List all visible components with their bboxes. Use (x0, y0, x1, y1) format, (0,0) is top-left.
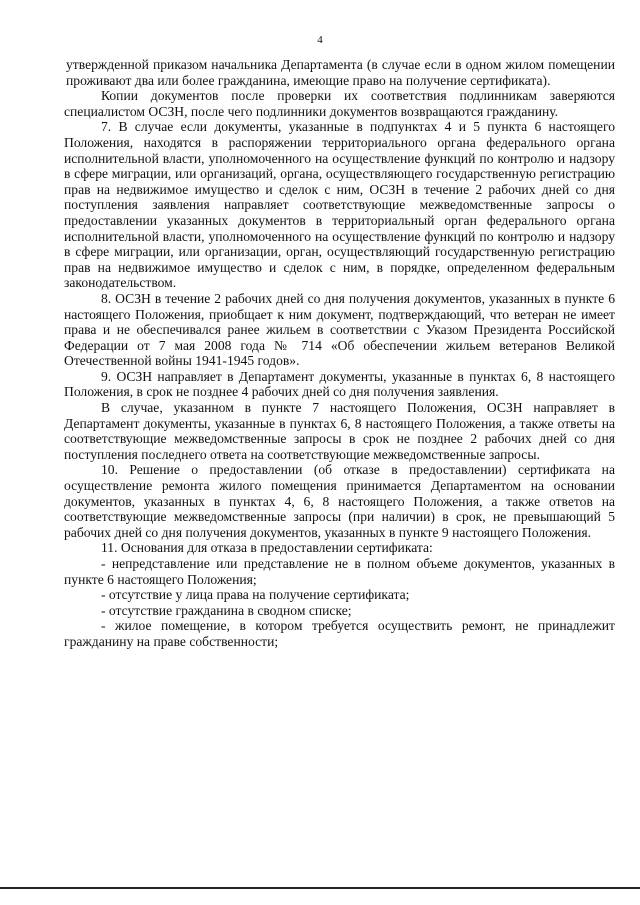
bottom-divider (0, 887, 640, 889)
list-item-refusal-no-right: - отсутствие у лица права на получение сертификата; (101, 587, 410, 603)
paragraph-clause-11-heading: 11. Основания для отказа в предоставлении сертификата: (101, 540, 433, 556)
paragraph-continuation: утвержденной приказом начальника Департамента (в случае если в одном жилом помещении проживают два или более гражданина, имеющие право на получение сертификата). (66, 57, 615, 88)
paragraph-copies-verification: Копии документов после проверки их соответствия подлинникам заверяются специалистом ОСЗН, после чего подлинники документов возвращаются гражданину. (64, 88, 615, 119)
document-body (64, 57, 615, 650)
paragraph-clause-8: 8. ОСЗН в течение 2 рабочих дней со дня получения документов, указанных в пункте 6 настоящего Положения, приобщает к ним документ, подтверждающий, что ветеран не имеет права и не обеспечивался ранее жильем в соответствии с Указом Президента Российской Федерации от 7 мая 2008 года № 714 «Об обеспечении жильем ветеранов Великой Отечественной войны 1941-1945 годов». (64, 290, 615, 369)
page-number: 4 (317, 34, 323, 46)
list-item-refusal-not-in-list: - отсутствие гражданина в сводном списке; (101, 602, 352, 618)
paragraph-clause-7: 7. В случае если документы, указанные в подпунктах 4 и 5 пункта 6 настоящего Положения, находятся в распоряжении территориального органа федерального органа исполнительной власти, уполномоченного на осуществление функций по контролю и надзору в сфере миграции, или организаций, органа, осуществляющего государственную регистрацию прав на недвижимое имущество и сделок с ним, ОСЗН в течение 2 рабочих дней со дня поступления заявления направляет соответствующие межведомственные запросы о предоставлении указанных документов в территориальный орган федерального органа исполнительной власти, уполномоченного на осуществление функций по контролю и надзору в сфере миграции, или организации, орган, осуществляющий государственную регистрацию прав на недвижимое имущество и сделок с ним, в порядке, определенном федеральным законодательством. (64, 119, 615, 291)
paragraph-clause-9-case: В случае, указанном в пункте 7 настоящего Положения, ОСЗН направляет в Департамент документы, указанные в пунктах 6, 8 настоящего Положения, а также ответы на соответствующие межведомственные запросы в срок не позднее 2 рабочих дней со дня поступления последнего ответа на соответствующие межведомственные запросы. (64, 400, 615, 462)
paragraph-clause-10: 10. Решение о предоставлении (об отказе в предоставлении) сертификата на осуществление ремонта жилого помещения принимается Департаментом на основании документов, указанных в пунктах 4, 6, 8 настоящего Положения, а также ответов на соответствующие межведомственные запросы (при наличии) в срок, не превышающий 5 рабочих дней со дня получения документов, указанных в пункте 9 настоящего Положения. (64, 462, 615, 540)
list-item-refusal-incomplete-documents: - непредставление или представление не в полном объеме документов, указанных в пункте 6 настоящего Положения; (64, 556, 615, 587)
list-item-refusal-not-owner: - жилое помещение, в котором требуется осуществить ремонт, не принадлежит гражданину на праве собственности; (64, 618, 615, 649)
paragraph-clause-9: 9. ОСЗН направляет в Департамент документы, указанные в пунктах 6, 8 настоящего Положения, в срок не позднее 4 рабочих дней со дня получения заявления. (64, 368, 615, 400)
